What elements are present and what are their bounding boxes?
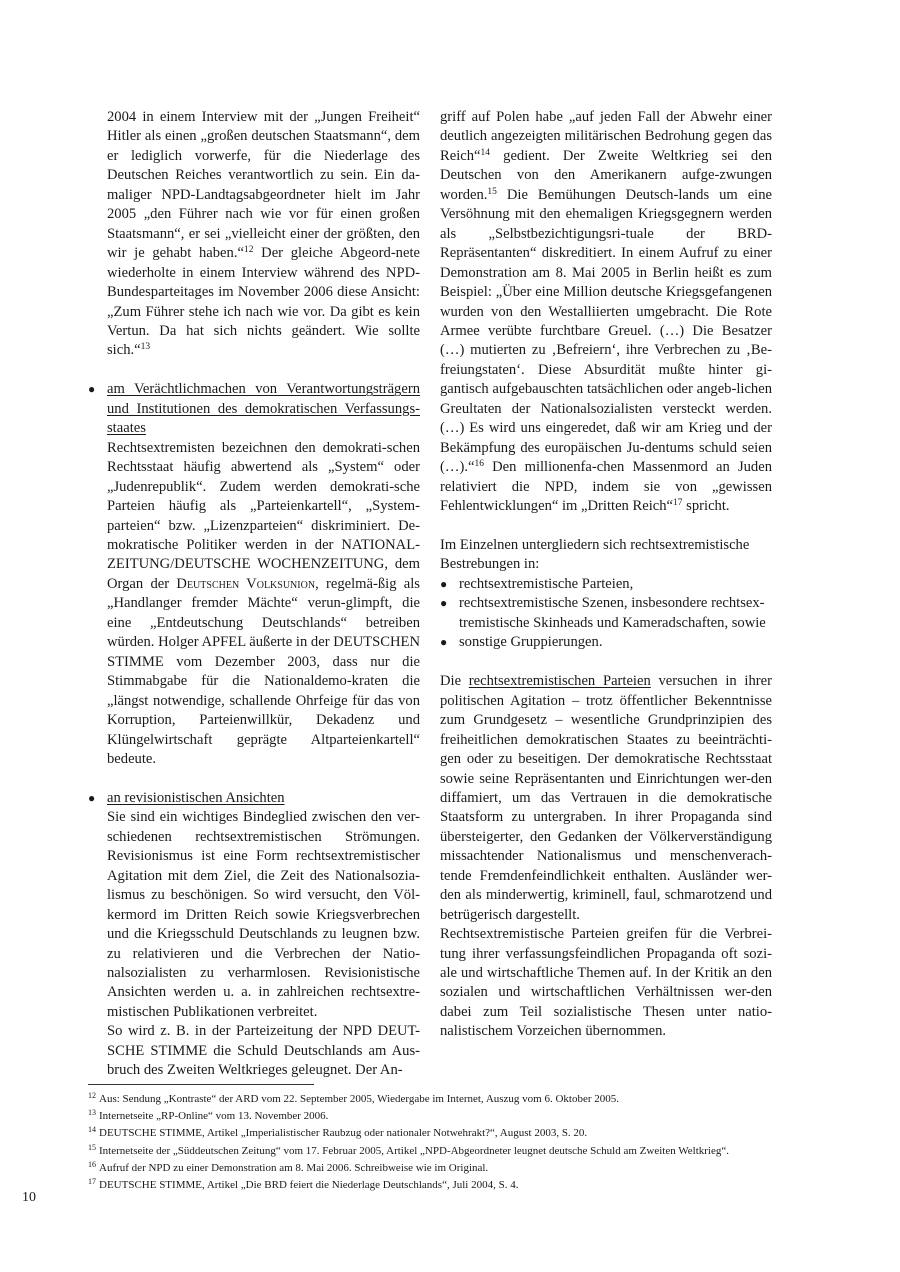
bullet-heading: am Verächtlichmachen von Verantwortungsträgern und Institutionen des demokratischen Verfassungs-staates [107,381,420,437]
footnote-ref-12[interactable]: 12 [243,245,254,256]
footnote-divider [88,1084,314,1085]
footnote-ref-14[interactable]: 14 [480,147,491,158]
paragraph-text: gedient. Der Zweite Weltkrieg sei den Deutschen von den Amerikanern aufge-zwungen worden. [440,147,772,203]
footnote-17: $^{17}$ DEUTSCHE STIMME, Artikel „Die BRD feiert die Niederlage Deutschlands“, Juli 2004, S. 4. [88,1177,519,1192]
paragraph-continuation [440,108,772,517]
paragraph-text: griff auf Polen habe „auf jeden Fall der Abwehr einer deutlich angezeigten militärischen Bedrohung gegen das Reich“ [440,109,772,164]
paragraph-propaganda: Rechtsextremistische Parteien greifen für die Verbrei-tung ihrer verfassungsfeindlichen Propaganda oft sozi-ale und wirtschaftliche Themen auf. In der Kritik an den sozialen und wirtschaftlichen Verhältnissen wer-den dabei zum Teil sozialistische Thesen unter natio-nalistischem Vorzeichen übernommen. [440,926,772,1040]
footnote-ref-15[interactable]: 15 [487,186,497,197]
bullet-heading: an revisionistischen Ansichten [107,789,285,806]
footnote-14: $^{14}$ DEUTSCHE STIMME, Artikel „Imperialistischer Raubzug oder nationaler Notwehrakt?“, August 2003, S. 20. [88,1125,588,1140]
underlined-term: rechtsextremistischen Parteien [468,673,651,690]
footnote-15: $^{15}$ Internetseite der „Süddeutschen Zeitung“ vom 17. Februar 2005, Artikel „NPD-Abgeordneter leugnet deutsche Schuld am Zweiten Weltkrieg“. [88,1142,730,1157]
bullet-icon: ● [88,382,96,397]
bullet-text-cont: , regelmä-ßig als „Handlanger fremder Mächte“ verun-glimpft, die eine „Entdeutschung Deutschlands“ betreiben würden. Holger APFEL äußerte in der DEUTSCHEN STIMME vom Dezember 2003, dass nur die Stimmabgabe für die Nationaldemo-kraten die „längst notwendige, schallende Ohrfeige für das von Korruption, Parteienwillkür, Dekadenz und Klüngelwirtschaft geprägte Altparteienkartell“ bedeute. [107,575,420,767]
footnote-16: $^{16}$ Aufruf der NPD zu einer Demonstration am 8. Mai 2006. Schreibweise wie im Original. [88,1159,489,1174]
paragraph-text: Den millionenfa-chen Massenmord an Juden relativiert die NPD, indem sie von „gewissen Fehlentwicklungen“ im „Dritten Reich“ [440,459,772,515]
bullet-icon: ● [440,576,448,591]
footnotes [88,1091,772,1194]
bullet-text-2: So wird z. B. in der Parteizeitung der NPD DEUT-SCHE STIMME die Schuld Deutschlands am Aus-bruch des Zweiten Weltkrieges geleugnet. Der An- [107,1023,420,1079]
left-column [88,108,420,1081]
footnote-12: $^{12}$ Aus: Sendung „Kontraste“ der ARD vom 22. September 2005, Wiedergabe im Internet, Auszug vom 6. Oktober 2005. [88,1091,620,1105]
bullet-text: Sie sind ein wichtiges Bindeglied zwischen den ver-schiedenen rechtsextremistischen Strömungen. Revisionismus ist eine Form rechtsextremistischer Agitation mit dem Ziel, die Zeit des Nationalsozia-lismus zu beschönigen. So wird versucht, den Völ-kermord im Dritten Reich sowie Kriegsverbrechen und die Kriegsschuld Deutschlands zu leugnen bzw. zu relativieren und die Verbrechen der Natio-nalsozialisten zu verharmlosen. Revisionistische Ansichten werden u. a. in zahlreichen rechtsextre-mistischen Publikationen verbreitet. [107,809,420,1020]
list-item: ● rechtsextremistische Szenen, insbesondere rechtsex-tremistische Skinheads und Kameradschaften, sowie [440,595,766,631]
footnote-ref-13[interactable]: 13 [140,342,151,353]
page-number: 10 [22,1190,36,1205]
footnote-ref-16[interactable]: 16 [474,459,484,470]
bestrebungen-list [440,575,772,653]
bullet-icon: ● [440,596,448,611]
list-intro: Im Einzelnen untergliedern sich rechtsextremistische Bestrebungen in: [440,537,750,573]
bullet-item-revisionismus [88,789,420,1081]
list-item: ● sonstige Gruppierungen. [440,633,772,652]
footnote-ref-17[interactable]: 17 [673,498,683,509]
paragraph-text-cont: Der gleiche Abgeord-nete wiederholte in einem Interview während des NPD-Bundesparteitages im November 2006 diese Ansicht: „Zum Führer stehe ich nach wie vor. Da gibt es kein Vertun. Da hat sich nichts geändert. Wie sollte sich.“ [107,245,420,359]
bullet-icon: ● [440,635,448,650]
right-column [440,108,772,1042]
list-item: ● rechtsextremistische Parteien, [440,575,772,594]
paragraph-text: Die Bemühungen Deutsch-lands um eine Versöhnung mit den ehemaligen Kriegsgegnern werden als „Selbstbezichtigungsri-tuale der BRD-Repräsentanten“ diskreditiert. In einem Aufruf zu einer Demonstration am 8. Mai 2005 in Berlin heißt es zum Beispiel: „Über eine Million deutsche Kriegsgefangenen wurden von den Westalliierten umgebracht. Die Rote Armee verübte furchtbare Greuel. (…) Die Besatzer (…) mutierten zu ‚Befreiern‘, ihre Verbrechen zu ‚Be-freiungstaten‘. Diese Absurdität mußte hinter gi-gantisch aufgebauschten tatsächlichen oder angeb-lichen Greultaten der Nationalsozialisten versteckt werden. (…) Es wird uns eingeredet, daß wir am Krieg und der Bekämpfung des europäischen Ju-dentums schuld seien (…).“ [440,186,772,476]
paragraph-hitler-interviews [107,108,420,361]
bullet-item-verachtlichmachen [88,380,420,769]
paragraph-text: 2004 in einem Interview mit der „Jungen Freiheit“ Hitler als einen „großen deutschen Staatsmann“, dem er lediglich vorwerfe, für die Niederlage des Deutschen Reiches verantwortlich zu sein. Ein da-maliger NPD-Landtagsabgeordneter hielt im Jahr 2005 „den Führer nach wie vor für einen großen Staatsmann“, er sei „vielleicht einer der größten, den wir je gehabt haben.“ [107,109,420,262]
paragraph-parteien: Die rechtsextremistischen Parteien versuchen in ihrer politischen Agitation – trotz öffentlicher Bekenntnisse zum Grundgesetz – wesentliche Grundprinzipien des freiheitlichen demokratischen Staates zu beeinträchti-gen oder zu beseitigen. Der demokratische Rechtsstaat sowie seine Repräsentanten und Einrichtungen wer-den diffamiert, um das Vertrauen in die demokratische Staatsform zu untergraben. In ihrer Propaganda sind übersteigerter, den Gedanken der Völkerverständigung missachtender Nationalismus und menschenverach-tende Fremdenfeindlichkeit enthalten. Ausländer wer-den als minderwertig, kriminell, faul, schmarotzend und betrügerisch dargestellt. [440,673,772,923]
bullet-text: Rechtsextremisten bezeichnen den demokrati-schen Rechtsstaat häufig abwertend als „System“ oder „Judenrepublik“. Zudem werden demokrati-sche Parteien häufig als „Parteienkartell“, „System-parteien“ bzw. „Lizenzparteien“ diskriminiert. De-mokratische Politiker werden in der NATIONAL-ZEITUNG/DEUTSCHE WOCHENZEITUNG, dem Organ der [107,439,420,592]
paragraph-text: spricht. [682,498,730,515]
organ-name: Deutschen Volksunion [176,575,316,592]
footnote-13: $^{13}$ Internetseite „RP-Online“ vom 13. November 2006. [88,1108,329,1123]
bullet-icon: ● [88,790,96,805]
